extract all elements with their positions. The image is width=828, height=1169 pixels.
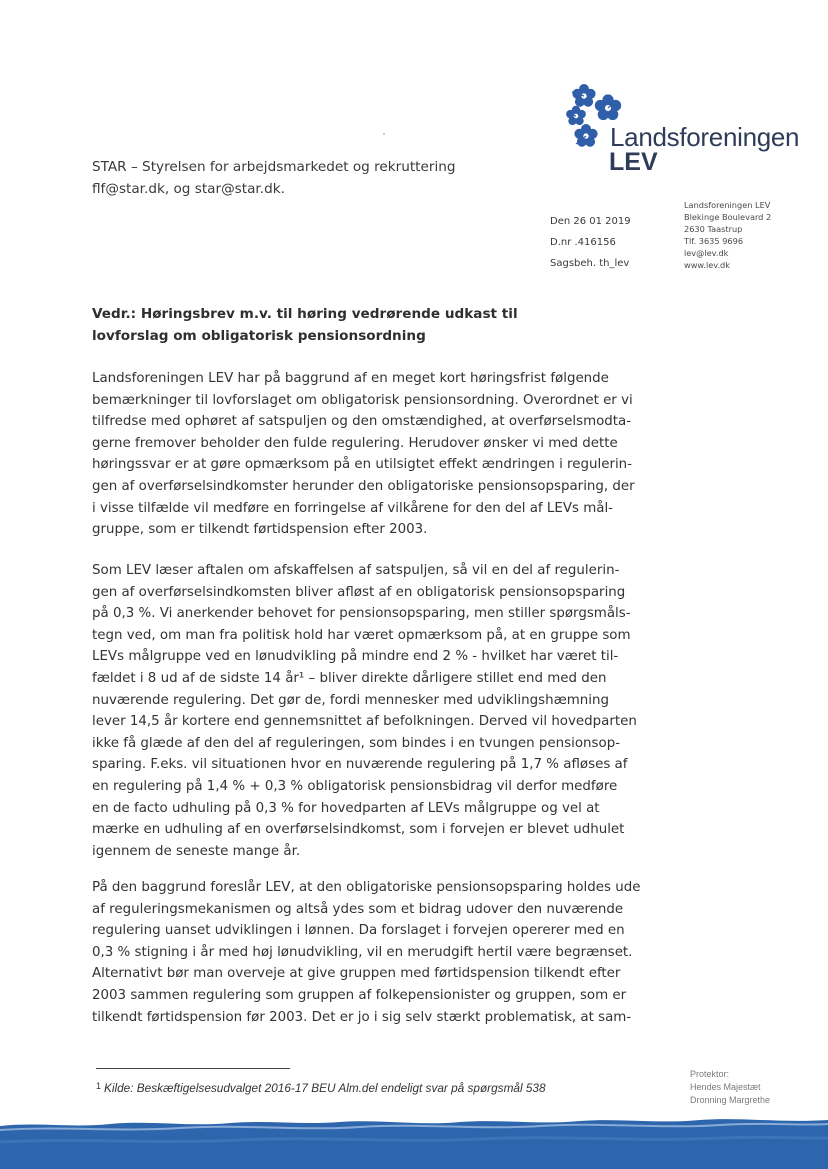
recipient-name: STAR – Styrelsen for arbejdsmarkedet og rekruttering <box>92 159 456 175</box>
text-line: lever 14,5 år kortere end gennemsnittet af befolkningen. Derved vil hovedparten <box>92 714 637 730</box>
letter-meta <box>550 211 631 274</box>
text-line: en regulering på 1,4 % + 0,3 % obligatorisk pensionsbidrag vil derfor medføre <box>92 778 618 794</box>
footnote <box>96 1081 546 1095</box>
subject-line: Vedr.: Høringsbrev m.v. til høring vedrørende udkast til <box>92 306 518 322</box>
footnote-divider <box>96 1068 290 1069</box>
protector-line: Protektor: <box>690 1069 730 1079</box>
address-line: Blekinge Boulevard 2 <box>684 212 772 222</box>
letter-date: Den 26 01 2019 <box>550 216 631 227</box>
protector-line: Hendes Majestæt <box>690 1081 761 1092</box>
text-line: på 0,3 %. Vi anerkender behovet for pensionsopsparing, men stiller spørgsmåls- <box>92 606 631 622</box>
case-handler: Sagsbeh. th_lev <box>550 258 630 269</box>
sender-address <box>684 199 771 271</box>
text-line: høringssvar er at gøre opmærksom på en utilsigtet effekt ændringen i regulerin- <box>92 457 632 473</box>
text-line: gen af overførselsindkomster herunder den obligatoriske pensionsopsparing, der <box>92 478 635 494</box>
text-line: gruppe, som er tilkendt førtidspension efter 2003. <box>92 522 428 538</box>
text-line: Som LEV læser aftalen om afskaffelsen af satspuljen, så vil en del af regulerin- <box>92 563 620 578</box>
text-line: en de facto udhuling på 0,3 % for hovedparten af LEVs målgruppe og vel at <box>92 800 600 816</box>
text-line: fældet i 8 ud af de sidste 14 år¹ – bliver direkte dårligere stillet end med den <box>92 670 607 686</box>
text-line: nuværende regulering. Det gør de, fordi mennesker med udviklingshæmning <box>92 692 609 708</box>
letter-subject <box>92 303 552 347</box>
address-line: Landsforeningen LEV <box>684 200 771 210</box>
text-line: Alternativt bør man overveje at give gruppen med førtidspension tilkendt efter <box>92 966 621 982</box>
text-line: tegn ved, om man fra politisk hold har været opmærksom på, at en gruppe som <box>92 627 631 643</box>
text-line: i visse tilfælde vil medføre en forringelse af vilkårene for den del af LEVs mål- <box>92 500 614 516</box>
text-line: sparing. F.eks. vil situationen hvor en nuværende regulering på 1,7 % afløses af <box>92 757 628 773</box>
text-line: tilkendt førtidspension før 2003. Det er jo i sig selv stærkt problematisk, at sam- <box>92 1009 632 1025</box>
subject-line: lovforslag om obligatorisk pensionsordning <box>92 328 426 344</box>
logo-name-line2: LEV <box>609 148 658 176</box>
text-line: tilfredse med ophøret af satspuljen og den omstændighed, at overførselsmodta- <box>92 414 632 430</box>
scan-speck <box>383 133 385 135</box>
logo-name-line1: Landsforeningen <box>610 122 800 152</box>
text-line: 2003 sammen regulering som gruppen af folkepensionister og gruppen, som er <box>92 987 627 1003</box>
text-line: af reguleringsmekanismen og altså ydes som et bidrag udover den nuværende <box>92 901 624 917</box>
recipient-emails: flf@star.dk, og star@star.dk. <box>92 181 285 197</box>
text-line: På den baggrund foreslår LEV, at den obligatoriske pensionsopsparing holdes ude <box>92 880 641 895</box>
body-paragraph-1 <box>92 368 652 541</box>
text-line: Landsforeningen LEV har på baggrund af en meget kort høringsfrist følgende <box>92 371 609 386</box>
address-line: lev@lev.dk <box>684 248 729 258</box>
text-line: bemærkninger til lovforslaget om obligatorisk pensionsordning. Overordnet er vi <box>92 392 633 408</box>
body-paragraph-2 <box>92 560 652 862</box>
text-line: regulering uanset udviklingen i lønnen. Da forslaget i forvejen opererer med en <box>92 923 625 939</box>
text-line: LEVs målgruppe ved en lønudvikling på mindre end 2 % - hvilket har været til- <box>92 649 619 665</box>
footer-blue-band <box>0 1108 828 1169</box>
footnote-marker: 1 <box>96 1081 102 1091</box>
address-line: www.lev.dk <box>684 260 731 270</box>
footnote-text: Kilde: Beskæftigelsesudvalget 2016-17 BEU Alm.del endeligt svar på spørgsmål 538 <box>104 1081 546 1095</box>
case-number: D.nr .416156 <box>550 237 616 248</box>
text-line: 0,3 % stigning i år med høj lønudvikling, vil en merudgift hertil være begrænset. <box>92 944 633 960</box>
address-line: 2630 Taastrup <box>684 224 743 234</box>
text-line: igennem de seneste mange år. <box>92 843 301 859</box>
text-line: gen af overførselsindkomsten bliver afløst af en obligatorisk pensionsopsparing <box>92 584 626 600</box>
text-line: mærke en udhuling af en overførselsindkomst, som i forvejen er blevet udhulet <box>92 822 625 838</box>
body-paragraph-3 <box>92 877 652 1028</box>
protector-block <box>690 1068 770 1106</box>
protector-line: Dronning Margrethe <box>690 1094 771 1105</box>
text-line: gerne fremover beholder den fulde regulering. Herudover ønsker vi med dette <box>92 435 618 451</box>
text-line: ikke få glæde af den del af reguleringen, som bindes i en tvungen pensionsop- <box>92 735 621 751</box>
address-line: Tlf. 3635 9696 <box>684 236 744 246</box>
recipient-block <box>92 156 455 200</box>
